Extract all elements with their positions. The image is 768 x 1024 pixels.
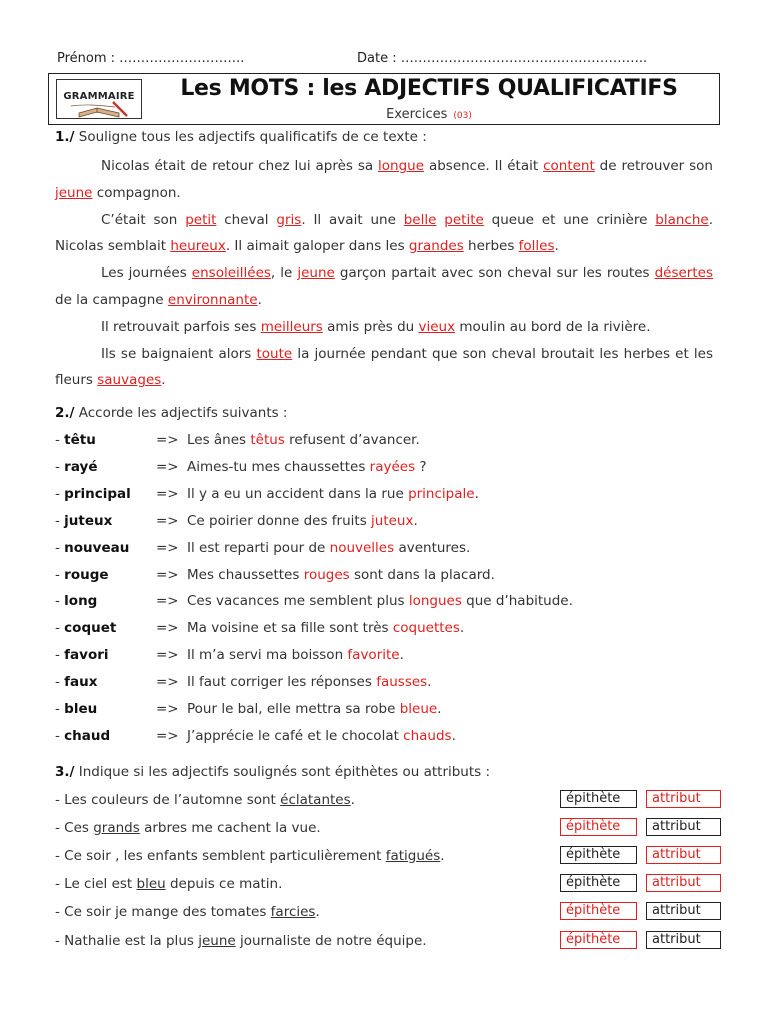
- sentence: [187, 728, 456, 744]
- attribut-option-box[interactable]: attribut: [646, 931, 721, 949]
- arrow-symbol: =>: [156, 620, 179, 637]
- adjective-highlight: désertes: [654, 265, 713, 282]
- sentence-after: que d’habitude.: [461, 593, 573, 610]
- base-adjective-word: principal: [64, 485, 131, 502]
- sentence-before: Ces vacances me semblent plus: [187, 593, 409, 610]
- arrow-symbol: =>: [156, 432, 179, 448]
- exercise-1-heading: [55, 129, 427, 145]
- arrow-symbol: =>: [156, 485, 179, 502]
- exercise-2-number: 2./: [55, 405, 75, 421]
- sentence-before: Mes chaussettes: [187, 566, 304, 583]
- sentence-before: - Les couleurs de l’automne sont: [55, 792, 281, 808]
- sentence-after: journaliste de notre équipe.: [235, 932, 427, 949]
- agreed-adjective: bleue: [399, 701, 438, 717]
- exercise-3-number: 3./: [55, 764, 75, 780]
- agreed-adjective: juteux: [371, 512, 414, 529]
- base-adjective-word: têtu: [64, 432, 96, 448]
- text-paragraph: Il retrouvait parfois ses meilleurs amis près du vieux moulin au bord de la rivière.: [101, 318, 651, 335]
- sentence-after: refusent d’avancer.: [284, 432, 420, 448]
- underlined-adjective: éclatantes: [280, 792, 351, 808]
- sentence-before: Les ânes: [187, 432, 251, 448]
- underlined-adjective: grands: [93, 820, 140, 837]
- base-adjective: - faux: [55, 674, 98, 691]
- sentence: [55, 792, 355, 808]
- attribut-option-box[interactable]: attribut: [646, 874, 721, 892]
- exercise-2-instruction: Accorde les adjectifs suivants :: [78, 405, 288, 421]
- underlined-adjective: fatigués: [385, 848, 441, 865]
- exercise-2-heading: [55, 405, 287, 421]
- arrow-symbol: =>: [156, 566, 179, 583]
- page-title: Les MOTS : les ADJECTIFS QUALIFICATIFS: [180, 76, 678, 101]
- classification-row: [55, 792, 725, 814]
- adjective-highlight: meilleurs: [260, 318, 323, 335]
- arrow-symbol: =>: [156, 539, 179, 556]
- arrow-symbol: =>: [156, 647, 179, 664]
- underlined-adjective: farcies: [270, 904, 316, 921]
- agreed-adjective: favorite: [347, 647, 400, 664]
- base-adjective: - principal: [55, 485, 131, 502]
- sentence: [187, 620, 464, 636]
- arrow-symbol: =>: [156, 458, 179, 475]
- sentence-after: .: [474, 485, 479, 502]
- exercise-number: (03): [453, 111, 472, 121]
- sentence-after: .: [315, 904, 320, 921]
- sentence-before: Ce poirier donne des fruits: [187, 512, 372, 529]
- base-adjective: - juteux: [55, 512, 113, 529]
- sentence: [55, 904, 320, 920]
- adjective-highlight: ensoleillées: [191, 265, 271, 282]
- base-adjective-word: chaud: [64, 727, 111, 744]
- sentence: [187, 513, 418, 529]
- sentence: [187, 459, 427, 475]
- sentence-before: Il m’a servi ma boisson: [187, 647, 348, 664]
- agreed-adjective: chauds: [403, 727, 452, 744]
- sentence-after: .: [413, 512, 418, 529]
- base-adjective: - favori: [55, 647, 109, 664]
- sentence-after: .: [399, 647, 404, 664]
- classification-row: [55, 933, 725, 955]
- adjective-highlight: petite: [444, 211, 484, 228]
- agreed-adjective: longues: [408, 593, 462, 610]
- base-adjective: - long: [55, 593, 98, 610]
- sentence: [187, 593, 573, 609]
- agreed-adjective: coquettes: [392, 620, 460, 637]
- sentence-after: depuis ce matin.: [165, 876, 283, 893]
- agreed-adjective: fausses: [376, 674, 428, 691]
- sentence-after: aventures.: [394, 539, 471, 556]
- sentence-after: arbres me cachent la vue.: [139, 820, 321, 837]
- arrow-symbol: =>: [156, 512, 179, 529]
- name-date-line: [57, 51, 712, 73]
- sentence: [187, 647, 404, 663]
- adjective-highlight: petit: [185, 211, 217, 228]
- sentence: [55, 876, 282, 892]
- exercise-1-number: 1./: [55, 129, 75, 145]
- base-adjective: - rayé: [55, 458, 98, 475]
- sentence-after: .: [440, 848, 445, 865]
- sentence-before: Aimes-tu mes chaussettes: [187, 458, 370, 475]
- epithete-option-box[interactable]: épithète: [560, 902, 637, 920]
- exercise-1-instruction: Souligne tous les adjectifs qualificatifs de ce texte :: [78, 129, 427, 145]
- base-adjective-word: faux: [64, 674, 98, 691]
- agreed-adjective: nouvelles: [329, 539, 395, 556]
- epithete-option-box[interactable]: épithète: [560, 874, 637, 892]
- sentence-after: .: [451, 727, 456, 744]
- sentence-before: J’apprécie le café et le chocolat: [187, 727, 404, 744]
- sentence-before: - Ce soir je mange des tomates: [55, 904, 271, 921]
- text-paragraph: C’était son petit cheval gris. Il avait une belle petite queue et une crinière blanche. Nicolas semblait heureux. Il aimait galoper dans les grandes herbes folles.: [55, 211, 713, 255]
- adjective-highlight: environnante: [167, 291, 258, 308]
- sentence-after: .: [437, 701, 442, 717]
- classification-row: [55, 904, 725, 926]
- classification-row: [55, 848, 725, 870]
- agreed-adjective: rouges: [303, 566, 350, 583]
- adjective-highlight: toute: [256, 345, 293, 362]
- title-box: [48, 73, 720, 125]
- sentence-before: Pour le bal, elle mettra sa robe: [187, 701, 400, 717]
- adjective-highlight: heureux: [170, 238, 226, 255]
- epithete-option-box[interactable]: épithète: [560, 846, 637, 864]
- attribut-option-box[interactable]: attribut: [646, 790, 721, 808]
- sentence-before: Il y a eu un accident dans la rue: [187, 485, 409, 502]
- sentence-after: sont dans la placard.: [349, 566, 495, 583]
- sentence-before: - Le ciel est: [55, 876, 137, 893]
- sentence: [187, 432, 420, 448]
- attribut-option-box[interactable]: attribut: [646, 818, 721, 836]
- adjective-highlight: jeune: [297, 265, 335, 282]
- base-adjective: - coquet: [55, 620, 117, 637]
- adjective-highlight: jeune: [55, 184, 93, 201]
- sentence: [55, 848, 445, 864]
- text-paragraph: Ils se baignaient alors toute la journée pendant que son cheval broutait les herbes et les fleurs sauvages.: [55, 345, 713, 389]
- logo-text: GRAMMAIRE: [63, 91, 135, 102]
- adjective-highlight: blanche: [655, 211, 709, 228]
- date-field: Date : ……………………………….………………..: [357, 51, 648, 66]
- sentence: [55, 933, 427, 949]
- page-subtitle: [149, 107, 709, 122]
- sentence-before: Il faut corriger les réponses: [187, 674, 377, 691]
- sentence-before: Il est reparti pour de: [187, 539, 330, 556]
- sentence: [55, 820, 321, 836]
- sentence: [187, 567, 495, 583]
- base-adjective: - bleu: [55, 701, 98, 717]
- classification-row: [55, 876, 725, 898]
- base-adjective: - chaud: [55, 727, 111, 744]
- arrow-symbol: =>: [156, 701, 179, 717]
- base-adjective-word: juteux: [64, 512, 113, 529]
- epithete-option-box[interactable]: épithète: [560, 818, 637, 836]
- sentence-after: .: [350, 792, 355, 808]
- text-paragraph: Les journées ensoleillées, le jeune garçon partait avec son cheval sur les routes désertes de la campagne environnante.: [55, 265, 713, 308]
- classification-row: [55, 820, 725, 842]
- base-adjective-word: long: [64, 593, 98, 610]
- adjective-highlight: belle: [403, 211, 437, 228]
- base-adjective-word: bleu: [64, 701, 98, 717]
- base-adjective-word: favori: [64, 647, 109, 664]
- base-adjective: - têtu: [55, 432, 96, 448]
- adjective-highlight: sauvages: [97, 372, 162, 389]
- arrow-symbol: =>: [156, 674, 179, 691]
- sentence-after: .: [459, 620, 465, 637]
- adjective-highlight: grandes: [408, 238, 464, 255]
- sentence: [187, 540, 470, 556]
- base-adjective: - rouge: [55, 566, 109, 583]
- sentence-before: Ma voisine et sa fille sont très: [187, 620, 393, 637]
- prenom-field: Prénom : ………………………..: [57, 51, 245, 66]
- sentence-before: - Ce soir , les enfants semblent particulièrement: [55, 848, 386, 865]
- sentence-before: - Nathalie est la plus: [55, 932, 199, 949]
- arrow-symbol: =>: [156, 727, 179, 744]
- sentence: [187, 701, 441, 717]
- underlined-adjective: bleu: [136, 876, 166, 893]
- exercise-3-heading: [55, 764, 490, 780]
- base-adjective: - nouveau: [55, 539, 130, 556]
- sentence-after: .: [427, 674, 432, 691]
- grammaire-logo: [56, 79, 142, 119]
- adjective-highlight: gris: [276, 211, 302, 228]
- base-adjective-word: rouge: [64, 566, 109, 583]
- attribut-option-box[interactable]: attribut: [646, 902, 721, 920]
- base-adjective-word: coquet: [64, 620, 117, 637]
- adjective-highlight: longue: [378, 158, 425, 174]
- exercise-3-instruction: Indique si les adjectifs soulignés sont épithètes ou attributs :: [78, 764, 491, 780]
- sentence-after: ?: [415, 458, 427, 475]
- text-paragraph: Nicolas était de retour chez lui après sa longue absence. Il était content de retrouver son jeune compagnon.: [55, 158, 713, 201]
- base-adjective-word: rayé: [64, 458, 98, 475]
- subtitle-label: Exercices: [386, 107, 448, 122]
- sentence: [187, 486, 479, 502]
- epithete-option-box[interactable]: épithète: [560, 790, 637, 808]
- attribut-option-box[interactable]: attribut: [646, 846, 721, 864]
- adjective-highlight: folles: [518, 238, 555, 255]
- arrow-symbol: =>: [156, 593, 179, 610]
- agreed-adjective: têtus: [250, 432, 285, 448]
- adjective-highlight: content: [543, 158, 595, 174]
- adjective-highlight: vieux: [418, 318, 456, 335]
- base-adjective-word: nouveau: [64, 539, 130, 556]
- agreed-adjective: principale: [408, 485, 475, 502]
- exercise-1-text: [55, 153, 713, 394]
- underlined-adjective: jeune: [198, 932, 236, 949]
- sentence: [187, 674, 432, 690]
- agreed-adjective: rayées: [369, 458, 416, 475]
- sentence-before: - Ces: [55, 820, 94, 837]
- epithete-option-box[interactable]: épithète: [560, 931, 637, 949]
